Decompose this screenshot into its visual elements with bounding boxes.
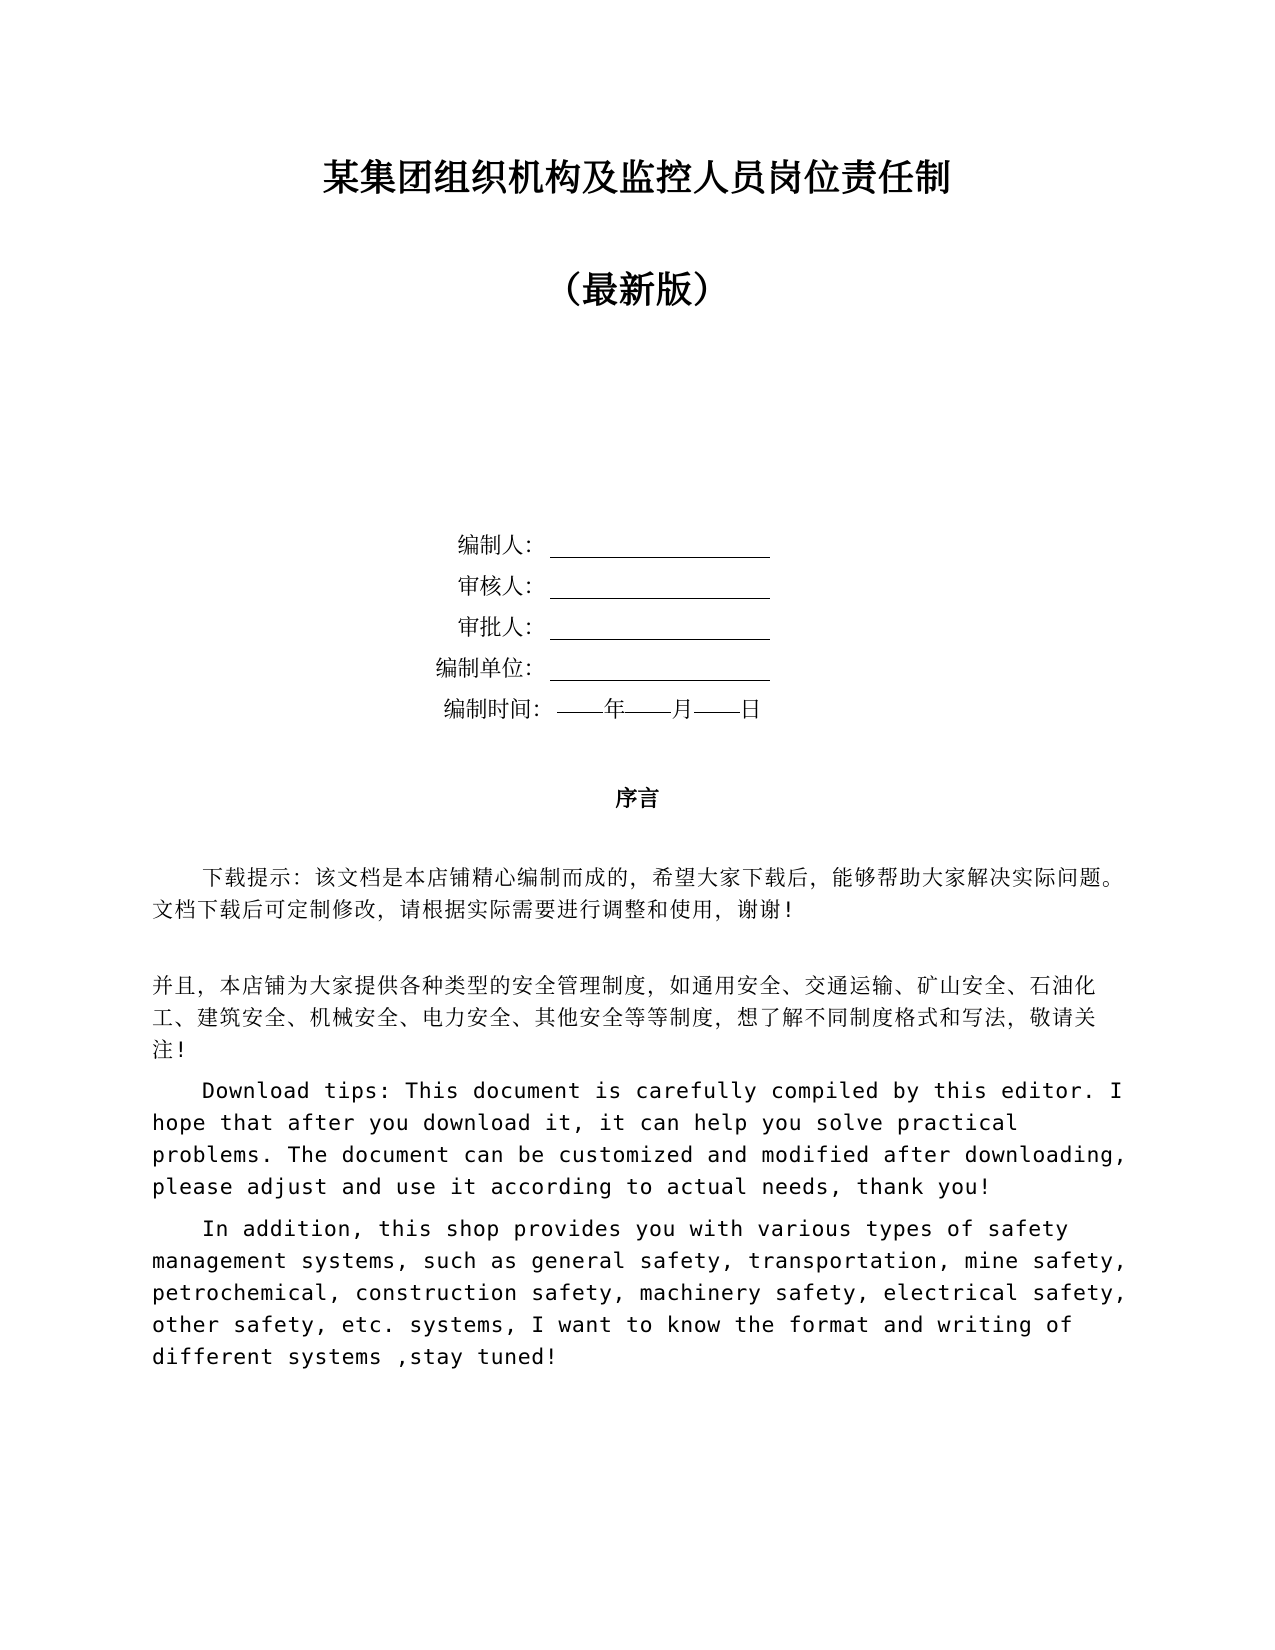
year-label: 年 — [603, 698, 626, 723]
author-label: 编制人： — [457, 534, 546, 559]
month-label: 月 — [671, 698, 694, 723]
paragraph-additional-info-cn: 并且，本店铺为大家提供各种类型的安全管理制度，如通用安全、交通运输、矿山安全、石油化工、建筑安全、机械安全、电力安全、其他安全等等制度，想了解不同制度格式和写法，敬请关注! — [152, 974, 1097, 1062]
year-blank-line — [557, 690, 603, 713]
month-blank-line — [625, 690, 671, 713]
meta-row-time — [0, 690, 1275, 731]
paragraph-download-tips-cn: 下载提示：该文档是本店铺精心编制而成的，希望大家下载后，能够帮助大家解决实际问题。文档下载后可定制修改，请根据实际需要进行调整和使用，谢谢! — [152, 866, 1125, 922]
meta-row-author — [0, 526, 1275, 567]
date-fields — [557, 690, 761, 731]
day-label: 日 — [739, 698, 762, 723]
reviewer-label: 审核人： — [457, 575, 546, 600]
meta-row-approver — [0, 608, 1275, 649]
document-meta-block — [0, 526, 1275, 731]
author-blank-line — [550, 535, 770, 558]
document-title: 某集团组织机构及监控人员岗位责任制 — [322, 157, 952, 199]
document-subtitle: （最新版） — [544, 269, 730, 311]
paragraph-additional-info-en: In addition, this shop provides you with various types of safety management systems, such as general safety, transportation, mine safety, petrochemical, construction safety, machinery safety, electrical safety, other safety, etc. systems, I want to know the format and writing of different systems ,stay tuned! — [152, 1217, 1128, 1370]
approver-blank-line — [550, 617, 770, 640]
reviewer-blank-line — [550, 576, 770, 599]
paragraph-download-tips-en: Download tips: This document is carefully compiled by this editor. I hope that after you download it, it can help you solve practical problems. The document can be customized and modified after downloading, please adjust and use it according to actual needs, thank you! — [152, 1079, 1128, 1200]
meta-row-reviewer — [0, 567, 1275, 608]
unit-label: 编制单位： — [435, 657, 546, 682]
preface-heading: 序言 — [615, 787, 660, 812]
meta-row-unit — [0, 649, 1275, 690]
approver-label: 审批人： — [457, 616, 546, 641]
day-blank-line — [694, 690, 740, 713]
unit-blank-line — [550, 658, 770, 681]
time-label: 编制时间： — [443, 698, 554, 723]
